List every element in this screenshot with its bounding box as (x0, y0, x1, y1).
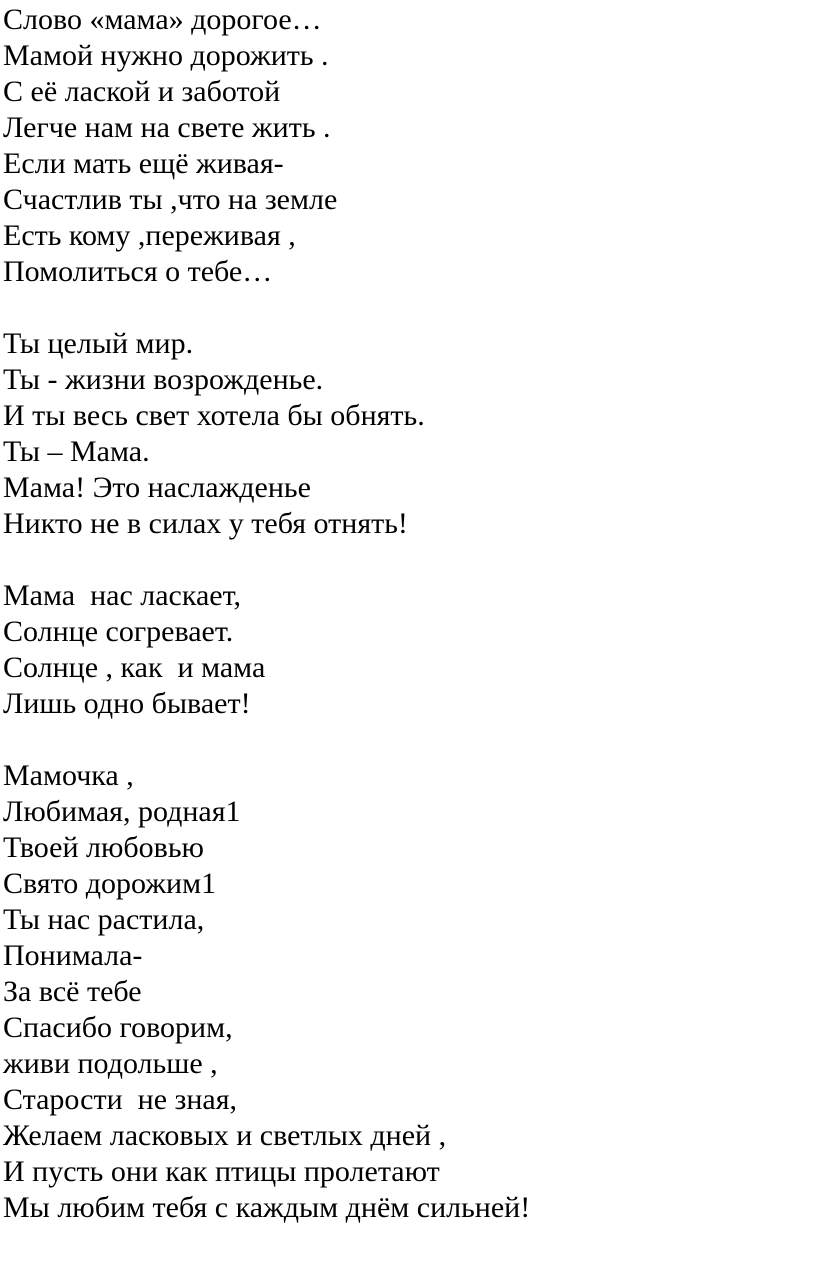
poem-line: Ты целый мир. (3, 327, 194, 360)
poem-line: Понимала- (3, 939, 143, 972)
poem-line: Желаем ласковых и светлых дней , (3, 1119, 447, 1152)
poem-line: Ты - жизни возрожденье. (3, 363, 324, 396)
poem-line: Мама нас ласкает, (3, 579, 241, 612)
poem-line: Лишь одно бывает! (3, 687, 251, 720)
poem-line: Счастлив ты ,что на земле (3, 183, 338, 216)
poem-line: Мамочка , (3, 759, 134, 792)
poem-line: И ты весь свет хотела бы обнять. (3, 399, 425, 432)
poem-line: живи подольше , (3, 1047, 218, 1080)
stanza-2 (3, 326, 803, 542)
poem-line: Мы любим тебя с каждым днём сильней! (3, 1191, 531, 1224)
poem-text (3, 2, 803, 1226)
poem-line: С её лаской и заботой (3, 75, 281, 108)
poem-line: Спасибо говорим, (3, 1011, 233, 1044)
poem-line: Старости не зная, (3, 1083, 238, 1116)
poem-line: Слово «мама» дорогое… (3, 3, 322, 36)
stanza-3 (3, 578, 803, 722)
poem-line: И пусть они как птицы пролетают (3, 1155, 440, 1188)
poem-line: Ты нас растила, (3, 903, 205, 936)
poem-line: Никто не в силах у тебя отнять! (3, 507, 408, 540)
poem-line: Солнце согревает. (3, 615, 234, 648)
poem-line: За всё тебе (3, 975, 142, 1008)
poem-line: Мама! Это наслажденье (3, 471, 311, 504)
poem-line: Помолиться о тебе… (3, 255, 273, 288)
poem-line: Твоей любовью (3, 831, 204, 864)
poem-line: Легче нам на свете жить . (3, 111, 331, 144)
poem-line: Есть кому ,переживая , (3, 219, 296, 252)
poem-line: Ты – Мама. (3, 435, 150, 468)
poem-line: Любимая, родная1 (3, 795, 241, 828)
poem-line: Мамой нужно дорожить . (3, 39, 329, 72)
poem-line: Если мать ещё живая- (3, 147, 284, 180)
stanza-4 (3, 758, 803, 1226)
stanza-1 (3, 2, 803, 290)
poem-line: Свято дорожим1 (3, 867, 217, 900)
poem-line: Солнце , как и мама (3, 651, 266, 684)
